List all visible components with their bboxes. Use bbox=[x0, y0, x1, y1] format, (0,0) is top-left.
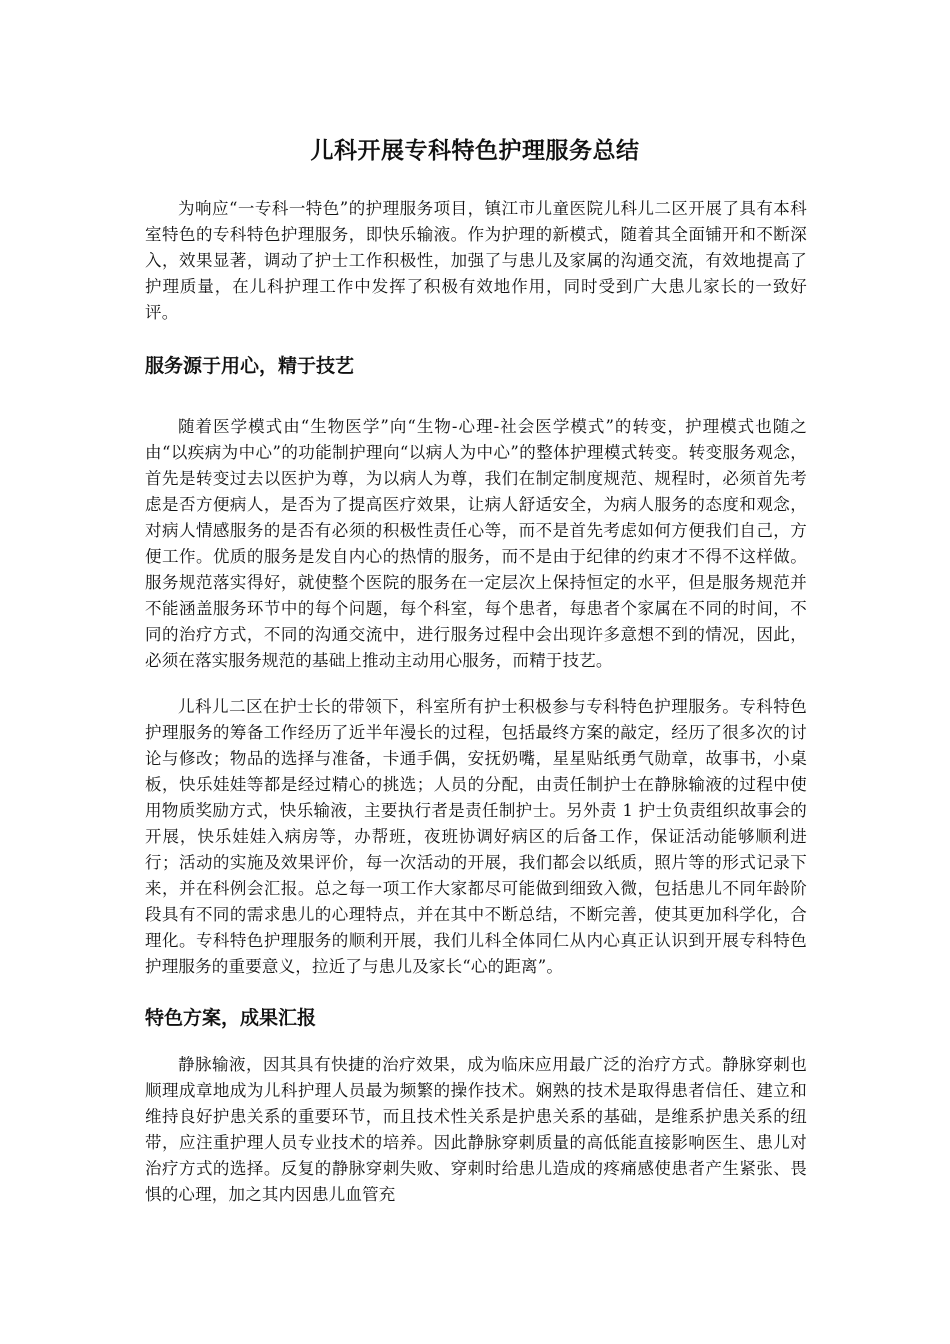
service-paragraph-1: 随着医学模式由“生物医学”向“生物-心理-社会医学模式”的转变，护理模式也随之由“以疾病为中心”的功能制护理向“以病人为中心”的整体护理模式转变。转变服务观念，首先是转变过去以医护为尊，为以病人为尊，我们在制定制度规范、规程时，必须首先考虑是否方便病人，是否为了提高医疗效果，让病人舒适安全，为病人服务的态度和观念，对病人情感服务的是否有必须的积极性责任心等，而不是首先考虑如何方便我们自己，方便工作。优质的服务是发自内心的热情的服务，而不是由于纪律的约束才不得不这样做。服务规范落实得好，就使整个医院的服务在一定层次上保持恒定的水平，但是服务规范并不能涵盖服务环节中的每个问题，每个科室，每个患者，每患者个家属在不同的时间，不同的治疗方式，不同的沟通交流中，进行服务过程中会出现许多意想不到的情况，因此，必须在落实服务规范的基础上推动主动用心服务，而精于技艺。 bbox=[145, 417, 807, 670]
section-heading-service: 服务源于用心，精于技艺 bbox=[145, 355, 355, 377]
document-title: 儿科开展专科特色护理服务总结 bbox=[310, 137, 640, 164]
section-heading-results: 特色方案，成果汇报 bbox=[145, 1007, 317, 1029]
results-paragraph-1: 静脉输液，因其具有快捷的治疗效果，成为临床应用最广泛的治疗方式。静脉穿刺也顺理成章地成为儿科护理人员最为频繁的操作技术。娴熟的技术是取得患者信任、建立和维持良好护患关系的重要环节，而且技术性关系是护患关系的基础，是维系护患关系的纽带，应注重护理人员专业技术的培养。因此静脉穿刺质量的高低能直接影响医生、患儿对治疗方式的选择。反复的静脉穿刺失败、穿刺时给患儿造成的疼痛感使患者产生紧张、畏惧的心理，加之其内因患儿血管充 bbox=[145, 1055, 807, 1204]
document-body bbox=[145, 196, 807, 1208]
service-paragraph-2: 儿科儿二区在护士长的带领下，科室所有护士积极参与专科特色护理服务。专科特色护理服务的筹备工作经历了近半年漫长的过程，包括最终方案的敲定，经历了很多次的讨论与修改；物品的选择与准备，卡通手偶，安抚奶嘴，星星贴纸勇气勋章，故事书，小桌板，快乐娃娃等都是经过精心的挑选；人员的分配，由责任制护士在静脉输液的过程中使用物质奖励方式，快乐输液，主要执行者是责任制护士。另外责 1 护士负责组织故事会的开展，快乐娃娃入病房等，办帮班，夜班协调好病区的后备工作，保证活动能够顺利进行；活动的实施及效果评价，每一次活动的开展，我们都会以纸质，照片等的形式记录下来，并在科例会汇报。总之每一项工作大家都尽可能做到细致入微，包括患儿不同年龄阶段具有不同的需求患儿的心理特点，并在其中不断总结，不断完善，使其更加科学化，合理化。专科特色护理服务的顺利开展，我们儿科全体同仁从内心真正认识到开展专科特色护理服务的重要意义，拉近了与患儿及家长“心的距离”。 bbox=[145, 697, 807, 976]
intro-paragraph: 为响应“一专科一特色”的护理服务项目，镇江市儿童医院儿科儿二区开展了具有本科室特色的专科特色护理服务，即快乐输液。作为护理的新模式，随着其全面铺开和不断深入，效果显著，调动了护士工作积极性，加强了与患儿及家属的沟通交流，有效地提高了护理质量，在儿科护理工作中发挥了积极有效地作用，同时受到广大患儿家长的一致好评。 bbox=[145, 199, 807, 322]
